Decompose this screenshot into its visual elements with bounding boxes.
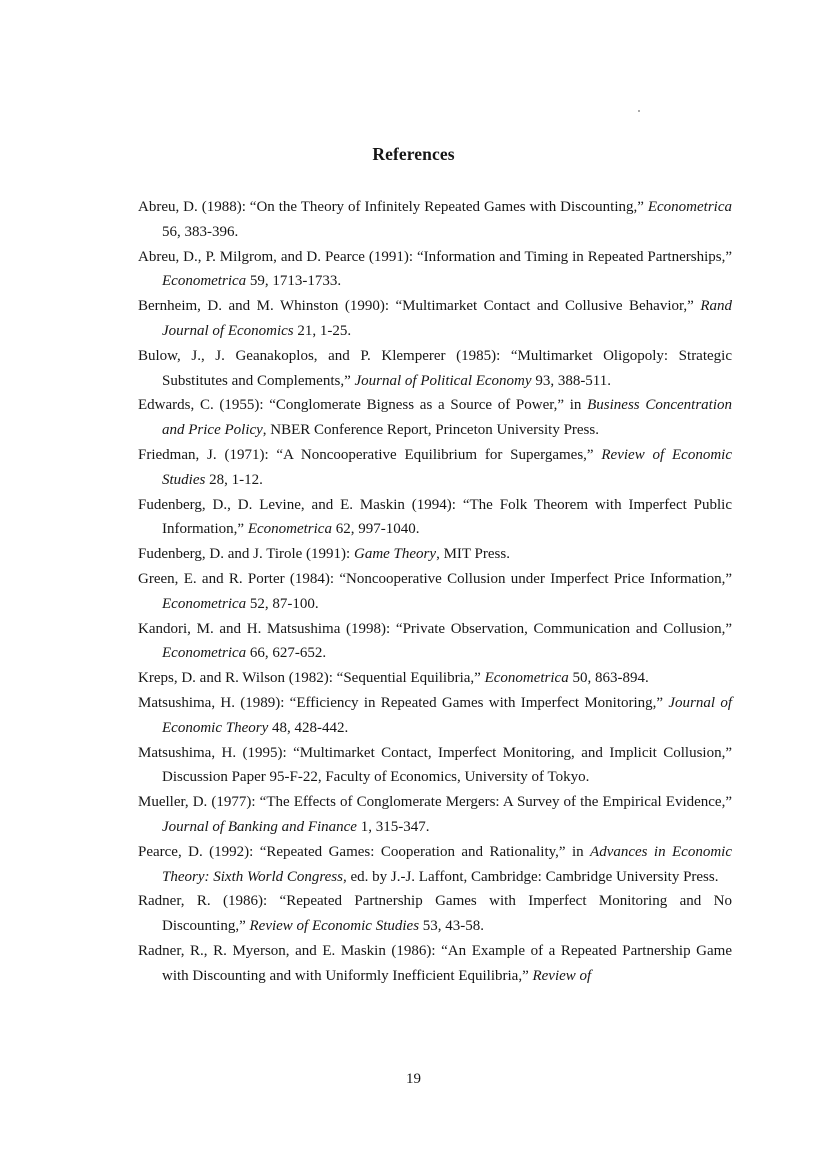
reference-text: Friedman, J. (1971): “A Noncooperative Equilibrium for Supergames,” <box>138 446 602 463</box>
reference-list <box>138 195 732 989</box>
stray-mark <box>638 110 640 112</box>
reference-text: Matsushima, H. (1995): “Multimarket Contact, Imperfect Monitoring, and Implicit Collusion,” Discussion Paper 95-F-22, Faculty of Economics, University of Tokyo. <box>138 744 732 786</box>
reference-details: 66, 627-652. <box>246 645 327 662</box>
reference-entry <box>138 666 732 691</box>
reference-source-title: Journal of Political Economy <box>354 372 532 389</box>
reference-text: Bulow, J., J. Geanakoplos, and P. Klemperer (1985): “Multimarket Oligopoly: Strategic Substitutes and Complements,” <box>138 347 732 389</box>
reference-text: Edwards, C. (1955): “Conglomerate Bigness as a Source of Power,” in <box>138 397 588 414</box>
reference-source-title: Econometrica <box>484 670 569 687</box>
reference-text: Bernheim, D. and M. Whinston (1990): “Multimarket Contact and Collusive Behavior,” <box>138 298 701 315</box>
reference-entry <box>138 393 732 443</box>
reference-source-title: Econometrica <box>162 595 247 612</box>
reference-entry <box>138 939 732 989</box>
reference-text: Mueller, D. (1977): “The Effects of Conglomerate Mergers: A Survey of the Empirical Evidence,” <box>138 794 732 811</box>
reference-details: 59, 1713-1733. <box>246 273 342 290</box>
reference-entry <box>138 294 732 344</box>
page-title: References <box>372 144 455 164</box>
reference-details: 50, 863-894. <box>568 670 649 687</box>
reference-source-title: Econometrica <box>247 521 332 538</box>
reference-text: Fudenberg, D., D. Levine, and E. Maskin (1994): “The Folk Theorem with Imperfect Public Information,” <box>138 496 732 538</box>
reference-source-title: Review of <box>532 967 592 984</box>
reference-details: 48, 428-442. <box>268 719 349 736</box>
reference-details: 28, 1-12. <box>205 471 263 488</box>
reference-text: Kandori, M. and H. Matsushima (1998): “Private Observation, Communication and Collusion,” <box>138 620 732 637</box>
reference-entry <box>138 195 732 245</box>
reference-source-title: Business Concentration and Price Policy <box>162 397 732 439</box>
reference-source-title: Econometrica <box>162 645 247 662</box>
reference-details: , ed. by J.-J. Laffont, Cambridge: Cambridge University Press. <box>342 868 719 885</box>
reference-details: , NBER Conference Report, Princeton University Press. <box>262 422 599 439</box>
reference-entry <box>138 889 732 939</box>
reference-source-title: Journal of Banking and Finance <box>162 818 357 835</box>
reference-entry <box>138 741 732 791</box>
reference-text: Fudenberg, D. and J. Tirole (1991): <box>138 546 354 563</box>
reference-entry <box>138 567 732 617</box>
reference-details: 53, 43-58. <box>419 918 485 935</box>
reference-source-title: Game Theory <box>353 546 437 563</box>
reference-entry <box>138 443 732 493</box>
reference-entry <box>138 245 732 295</box>
reference-details: 1, 315-347. <box>356 818 430 835</box>
reference-entry <box>138 493 732 543</box>
reference-text: Matsushima, H. (1989): “Efficiency in Repeated Games with Imperfect Monitoring,” <box>138 694 669 711</box>
reference-source-title: Review of Economic Studies <box>162 446 732 488</box>
page-number: 19 <box>406 1071 421 1087</box>
reference-details: 52, 87-100. <box>246 595 319 612</box>
reference-details: 93, 388-511. <box>531 372 612 389</box>
reference-text: Abreu, D., P. Milgrom, and D. Pearce (1991): “Information and Timing in Repeated Partnerships,” <box>138 248 732 265</box>
reference-details: , MIT Press. <box>436 546 510 563</box>
reference-text: Radner, R., R. Myerson, and E. Maskin (1986): “An Example of a Repeated Partnership Game with Discounting and with Uniformly Inefficient Equilibria,” <box>138 942 732 984</box>
reference-source-title: Econometrica <box>647 199 732 215</box>
reference-text: Green, E. and R. Porter (1984): “Noncooperative Collusion under Imperfect Price Information,” <box>138 570 732 587</box>
reference-details: 56, 383-396. <box>162 223 239 240</box>
reference-entry <box>138 840 732 890</box>
reference-source-title: Journal of Economic Theory <box>162 694 732 736</box>
reference-entry <box>138 344 732 394</box>
reference-details: 21, 1-25. <box>293 322 352 339</box>
reference-entry <box>138 691 732 741</box>
reference-entry <box>138 617 732 667</box>
reference-source-title: Econometrica <box>162 273 247 290</box>
reference-source-title: Review of Economic Studies <box>249 918 420 935</box>
reference-text: Abreu, D. (1988): “On the Theory of Infinitely Repeated Games with Discounting,” <box>138 199 648 215</box>
reference-text: Radner, R. (1986): “Repeated Partnership Games with Imperfect Monitoring and No Discounting,” <box>138 893 732 935</box>
reference-text: Kreps, D. and R. Wilson (1982): “Sequential Equilibria,” <box>138 670 485 687</box>
reference-source-title: Advances in Economic Theory: Sixth World Congress <box>162 843 732 885</box>
reference-details: 62, 997-1040. <box>331 521 420 538</box>
reference-text: Pearce, D. (1992): “Repeated Games: Cooperation and Rationality,” in <box>138 843 591 860</box>
reference-entry <box>138 790 732 840</box>
reference-entry <box>138 542 732 567</box>
reference-source-title: Rand Journal of Economics <box>162 298 732 339</box>
